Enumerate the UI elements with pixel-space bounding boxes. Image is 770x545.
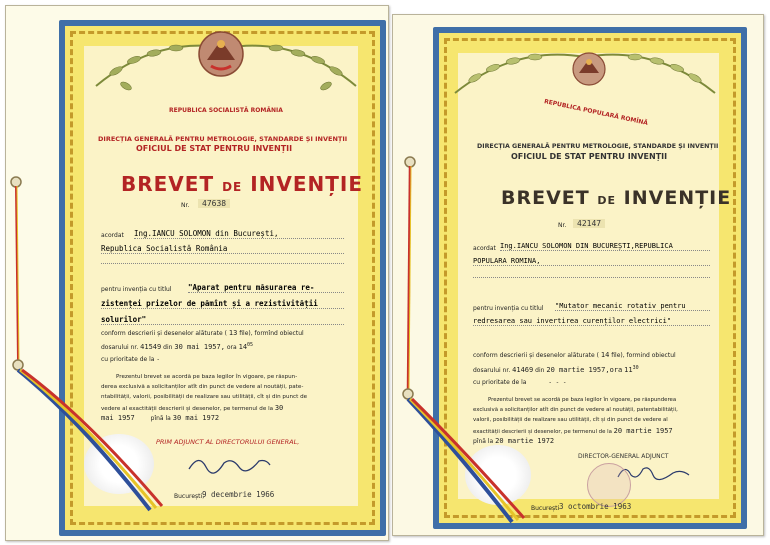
din-label: din [535,367,545,374]
ora-value: 14 [238,343,248,351]
holder-line-2: POPULARA ROMINA, [473,257,710,266]
signatory-title: DIRECTOR-GENERAL ADJUNCT [578,453,669,460]
holder-line-2: Republica Socialistă România [101,244,344,254]
invention-line-2: zistenței prizelor de pămînt și a rezistivității [101,299,344,309]
dosar-number: 41549 [140,343,162,351]
pina-label: pînă la [473,438,494,445]
holder-line-1: Ing.IANCU SOLOMON din București, [134,229,344,239]
office: OFICIUL DE STAT PENTRU INVENȚII [511,152,668,161]
invention-label: pentru invenția cu titlul [101,286,172,293]
title-brevet: BREVET [501,187,590,209]
ora-minutes: 05 [247,342,254,348]
nr-label: Nr. [558,222,567,229]
office: OFICIUL DE STAT PENTRU INVENȚII [136,144,293,153]
nr-label: Nr. [181,202,190,209]
invention-line-1: "Aparat pentru măsurarea re- [188,283,344,293]
prioritate-label: cu prioritate de la [101,356,155,363]
issue-place: București, [174,493,205,500]
prioritate-value: - [156,356,161,363]
signature-icon [184,451,274,477]
dosar-date: 20 martie 1957,ora [546,366,623,374]
title-inventie: INVENȚIE [250,172,364,196]
signatory-title: PRIM ADJUNCT AL DIRECTORULUI GENERAL, [156,438,300,446]
term-end: 30 mai 1972 [172,414,220,422]
coat-of-arms-icon [571,51,607,87]
files-label: file), formînd obiectul [239,330,304,337]
prioritate-label: cu prioritate de la [473,379,527,386]
conform-label: conform descrierii și desenelor alăturate ( [101,330,227,337]
dosar-number: 41469 [512,366,534,374]
title-inventie: INVENȚIE [623,187,732,209]
issue-place: București [531,505,560,512]
acordat-label: acordat [101,232,124,239]
files-count: 14 [600,351,610,359]
nr-value: 47638 [198,199,230,208]
directorate: DIRECȚIA GENERALĂ PENTRU METROLOGIE, STANDARDE ȘI INVENȚII [477,143,719,150]
term-end: 20 martie 1972 [495,437,555,445]
legal-text-2: exclusivă a solicitanților atît din punct de vedere al noutății, patentabilității, [473,407,678,413]
issue-date: 9 decembrie 1966 [202,490,275,499]
pina-label: pînă la [150,415,171,422]
invention-line-2: redresarea sau invertirea curenților electrici" [473,317,710,326]
term-start-month: mai 1957 [101,414,135,422]
dosar-label: dosarului nr. [473,367,511,374]
legal-text-4a: vedere al exactității descrierii și desenelor, pe termenul de la [101,406,274,412]
files-count: 13 [228,329,238,337]
files-label: file), formind obiectul [611,352,676,359]
acordat-label: acordat [473,245,496,252]
invention-line-3: solurilor" [101,315,344,325]
ribbon-icon [0,170,175,530]
nr-value: 42147 [573,219,605,228]
title-de: DE [597,194,617,207]
conform-label: conform descrierii și desenelor alăturate ( [473,352,599,359]
invention-line-1: "Mutator mecanic rotativ pentru [555,302,710,311]
legal-text-3: valorii, posibilității de realizare sau utilității, cît și din punct de vedere al [473,417,668,423]
legal-text-1: Prezentul brevet se acordă pe baza legilor în vigoare, pe răspun- [116,374,298,380]
invention-label: pentru invenția cu titlul [473,305,544,312]
ora-value: 11 [624,366,633,374]
directorate: DIRECȚIA GENERALĂ PENTRU METROLOGIE, STANDARDE ȘI INVENȚII [98,135,348,143]
title-de: DE [222,180,243,194]
ora-label: ora [226,344,237,351]
term-start: 20 martie 1957 [613,427,673,435]
stamp-icon [587,463,631,507]
ribbon-icon [396,150,546,530]
republic-name: REPUBLICA POPULARĂ ROMÎNĂ [543,98,649,127]
coat-of-arms-icon [197,30,245,78]
ora-minutes: 30 [632,365,639,371]
prioritate-value: - - - [548,379,567,386]
title-brevet: BREVET [121,172,215,196]
issue-date: 3 octombrie 1963 [559,502,632,511]
republic-name: REPUBLICA SOCIALISTĂ ROMÂNIA [169,107,283,114]
term-start-day: 30 [274,404,284,412]
din-label: din [163,344,173,351]
legal-text-3: ntabilității, valorii, posibilității de realizare sau utilității, cît și din punct de [101,394,308,400]
dosar-date: 30 mai 1957, [174,343,225,351]
dosar-label: dosarului nr. [101,344,139,351]
legal-text-4a: exactității descrierii și desenelor, pe termenul de la [473,429,612,435]
holder-line-1: Ing.IANCU SOLOMON DIN BUCUREȘTI,REPUBLICA [500,242,710,251]
legal-text-1: Prezentul brevet se acordă pe baza legilor în vigoare, pe răspunderea [488,397,677,403]
legal-text-2: derea exclusivă a solicitanților atît din punct de vedere al noutății, pate- [101,384,304,390]
